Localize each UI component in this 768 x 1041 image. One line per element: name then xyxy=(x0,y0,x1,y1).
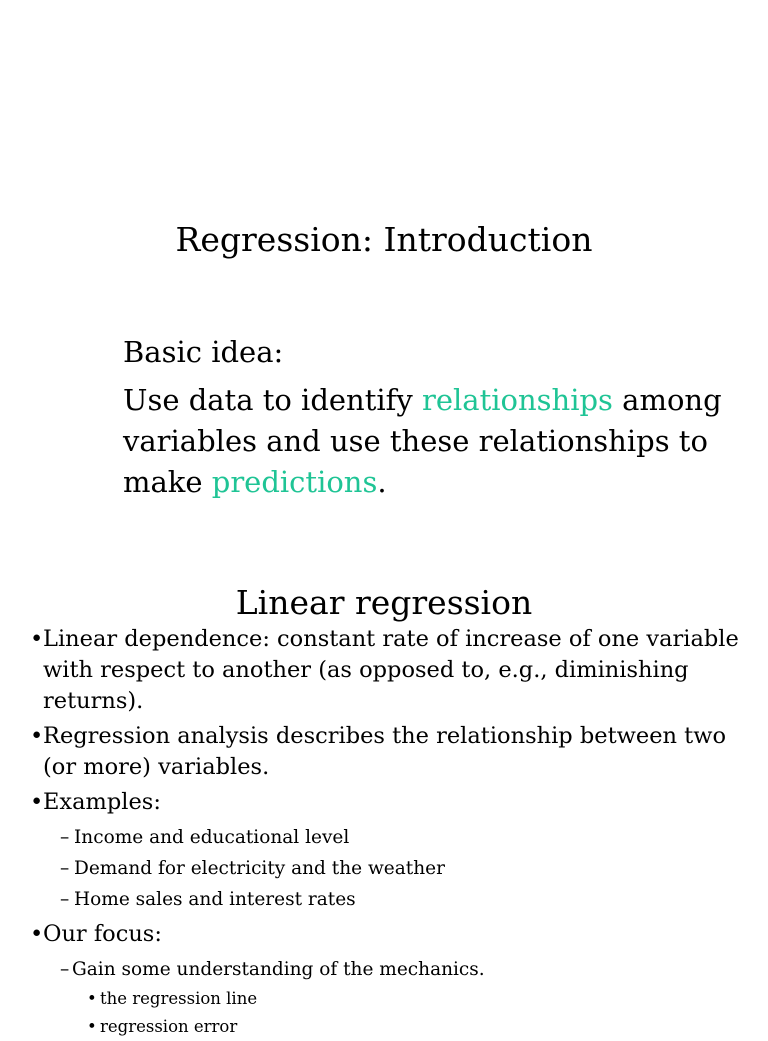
bullet-item xyxy=(30,624,750,717)
bullet-text: Our focus: xyxy=(43,921,162,947)
sub-bullet-item xyxy=(30,853,750,884)
bullet-icon: • xyxy=(30,921,44,947)
bullet-icon: • xyxy=(30,789,44,815)
bullet-icon: • xyxy=(30,626,44,652)
bullet-icon: • xyxy=(30,723,44,749)
basic-idea-text-part: . xyxy=(377,465,387,499)
sub-sub-bullet-item xyxy=(30,985,750,1013)
sub-bullet-item xyxy=(30,954,750,985)
sub-bullet-item xyxy=(30,884,750,915)
bullet-list xyxy=(30,624,750,1041)
highlight-relationships: relationships xyxy=(422,383,613,417)
bullet-text: Linear dependence: constant rate of increase of one variable with respect to another (as opposed to, e.g., diminishing returns). xyxy=(43,626,739,714)
bullet-item xyxy=(30,721,750,783)
dash-icon: – xyxy=(60,889,70,910)
bullet-text: Examples: xyxy=(43,789,161,815)
basic-idea-text xyxy=(123,380,743,503)
sub-bullet-text: Home sales and interest rates xyxy=(74,889,356,910)
sub-bullet-item xyxy=(30,822,750,853)
basic-idea-label: Basic idea: xyxy=(123,335,284,369)
basic-idea-text-part: among variables and use these relationships to make xyxy=(123,383,722,499)
sub-sub-bullet-item xyxy=(30,1013,750,1041)
highlight-predictions: predictions xyxy=(211,465,378,499)
sub-bullet-text: Gain some understanding of the mechanics. xyxy=(72,959,485,980)
dash-icon: – xyxy=(60,959,70,980)
slide-title: Regression: Introduction xyxy=(175,220,593,259)
sub-sub-bullet-text: regression error xyxy=(100,1017,238,1036)
dash-icon: – xyxy=(60,858,70,879)
bullet-item xyxy=(30,919,750,950)
bullet-item xyxy=(30,787,750,818)
bullet-icon: • xyxy=(87,1017,97,1036)
bullet-icon: • xyxy=(87,989,97,1008)
slide-linear-regression xyxy=(0,540,768,1036)
sub-sub-bullet-text: the regression line xyxy=(100,989,258,1008)
basic-idea-text-part: Use data to identify xyxy=(123,383,422,417)
dash-icon: – xyxy=(60,827,70,848)
sub-bullet-text: Demand for electricity and the weather xyxy=(74,858,445,879)
sub-bullet-text: Income and educational level xyxy=(74,827,350,848)
bullet-text: Regression analysis describes the relationship between two (or more) variables. xyxy=(43,723,726,780)
slide-title: Linear regression xyxy=(235,583,533,622)
